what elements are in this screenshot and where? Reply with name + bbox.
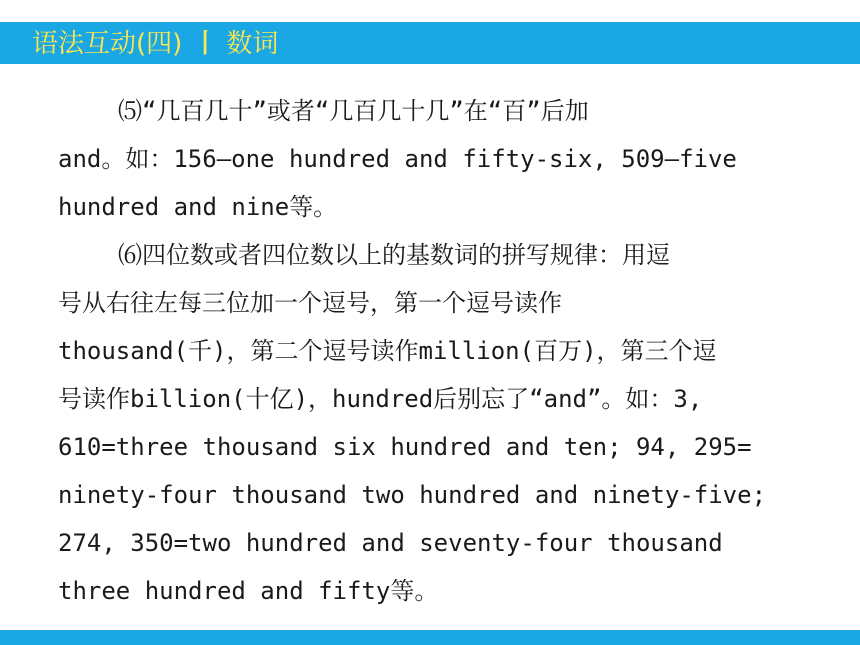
section-subtitle: 数词: [226, 29, 279, 59]
section-title: 语法互动(四): [32, 29, 183, 59]
paragraph-line: thousand(千)，第二个逗号读作million(百万)，第三个逗: [58, 337, 717, 365]
paragraph-line: ⑸“几百几十”或者“几百几十几”在“百”后加: [118, 97, 589, 125]
paragraph-line: three hundred and fifty等。: [58, 577, 439, 605]
header-title: [32, 26, 278, 62]
paragraph-line: 274, 350=two hundred and seventy-four thousand: [58, 529, 723, 557]
paragraph-line: and。如：156—one hundred and fifty-six, 509—five: [58, 145, 737, 173]
paragraph-line: ⑹四位数或者四位数以上的基数词的拼写规律：用逗: [118, 241, 670, 269]
footer-bar: [0, 630, 860, 645]
paragraph-line: 号从右往左每三位加一个逗号，第一个逗号读作: [58, 289, 562, 317]
paragraph-line: ninety-four thousand two hundred and ninety-five;: [58, 481, 767, 509]
paragraph-line: 号读作billion(十亿)，hundred后别忘了“and”。如：3,: [58, 385, 703, 413]
paragraph-line: 610=three thousand six hundred and ten; 94, 295=: [58, 433, 752, 461]
body-text: [58, 87, 798, 615]
paragraph-line: hundred and nine等。: [58, 193, 338, 221]
title-separator: 丨: [192, 29, 219, 59]
